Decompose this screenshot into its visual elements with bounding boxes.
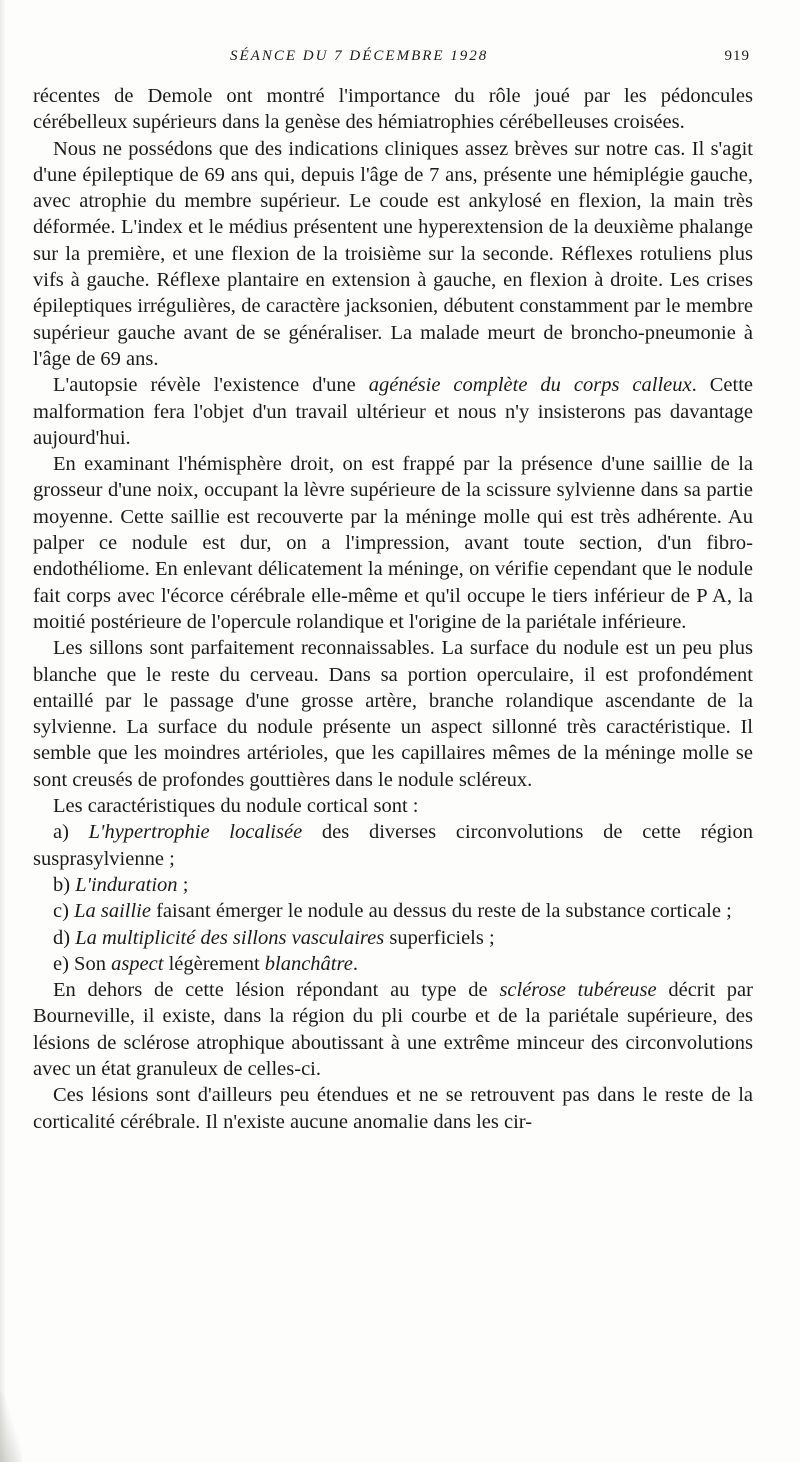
- list-prefix: b): [53, 873, 76, 896]
- paragraph-lesions: Ces lésions sont d'ailleurs peu étendues et ne se retrouvent pas dans le reste de la corticalité cérébrale. Il n'existe aucune anomalie dans les cir-: [33, 1084, 753, 1133]
- list-text: ;: [177, 873, 189, 896]
- paragraph-sulci: Les sillons sont parfaitement reconnaissables. La surface du nodule est un peu plus blanche que le reste du cerveau. Dans sa portion operculaire, il est profondément entaillé par le passage d'une grosse artère, branche rolandique ascendante de la sylvienne. La surface du nodule présente un aspect sillonné très caractéristique. Il semble que les moindres artérioles, que les capillaires mêmes de la méninge molle se sont creusés de profondes gouttières dans le nodule scléreux.: [33, 637, 753, 791]
- list-emphasis: blanchâtre: [264, 952, 353, 975]
- list-text: superficiels ;: [384, 926, 495, 949]
- list-emphasis: La multiplicité des sillons vasculaires: [75, 926, 385, 949]
- paragraph-characteristics: Les caractéristiques du nodule cortical sont :: [53, 795, 419, 818]
- list-emphasis: La saillie: [74, 900, 151, 923]
- list-text: légèrement: [163, 952, 265, 975]
- page-edge-shadow: [0, 0, 6, 1462]
- paragraph-continuation: récentes de Demole ont montré l'importance du rôle joué par les pédoncules cérébelleux supérieurs dans la genèse des hémiatrophies cérébelleuses croisées.: [33, 85, 753, 134]
- list-item-b: [33, 872, 753, 898]
- list-item-c: [33, 898, 753, 924]
- paragraph-hemisphere: En examinant l'hémisphère droit, on est frappé par la présence d'une saillie de la grosseur d'une noix, occupant la lèvre supérieure de la scissure sylvienne dans sa partie moyenne. Cette saillie est recouverte par la méninge molle qui est très adhérente. Au palper ce nodule est dur, on a l'impression, avant toute section, d'un fibro-endothéliome. En enlevant délicatement la méninge, on vérifie cependant que le nodule fait corps avec l'écorce cérébrale elle-même et qu'il occupe le tiers inférieur de P A, la moitié postérieure de l'opercule rolandique et l'origine de la pariétale inférieure.: [33, 453, 753, 633]
- list-text: des diverses circonvolutions de cette région susprasylvienne ;: [33, 821, 753, 870]
- list-item-e: [33, 951, 753, 977]
- running-head: [0, 48, 800, 72]
- list-item-a: [33, 819, 753, 872]
- paragraph-clinical: Nous ne possédons que des indications cliniques assez brèves sur notre cas. Il s'agit d'une épileptique de 69 ans qui, depuis l'âge de 7 ans, présente une hémiplégie gauche, avec atrophie du membre supérieur. Le coude est ankylosé en flexion, la main très déformée. L'index et le médius présentent une hyperextension de la deuxième phalange sur la première, et une flexion de la troisième sur la seconde. Réflexes rotuliens plus vifs à gauche. Réflexe plantaire en extension à gauche, en flexion à droite. Les crises épileptiques irrégulières, de caractère jacksonien, débutent constamment par le membre supérieur gauche avant de se généraliser. La malade meurt de broncho-pneumonie à l'âge de 69 ans.: [33, 137, 753, 370]
- page-number: 919: [724, 48, 750, 64]
- paragraph-text: L'autopsie révèle l'existence d'une: [53, 374, 369, 397]
- paragraph-text: En dehors de cette lésion répondant au type de: [53, 979, 500, 1002]
- list-prefix: a): [53, 821, 89, 844]
- list-prefix: c): [53, 900, 75, 923]
- page-corner-shadow: [0, 1392, 22, 1462]
- list-prefix: d): [53, 926, 76, 949]
- list-emphasis: aspect: [111, 952, 164, 975]
- list-emphasis: L'hypertrophie localisée: [88, 821, 303, 844]
- running-title: SÉANCE DU 7 DÉCEMBRE 1928: [230, 48, 489, 64]
- emphasis-text: agénésie complète du corps calleux: [368, 374, 692, 397]
- paragraph-text: . Cette malformation fera l'objet d'un travail ultérieur et nous n'y insisterons pas davantage aujourd'hui.: [33, 374, 753, 449]
- list-prefix: e) Son: [53, 952, 112, 975]
- list-emphasis: L'induration: [75, 873, 178, 896]
- emphasis-text: sclérose tubéreuse: [499, 979, 657, 1002]
- list-item-d: [33, 925, 753, 951]
- body-text: [33, 83, 753, 1135]
- list-text: .: [352, 952, 358, 975]
- paragraph-autopsy: [33, 372, 753, 451]
- paragraph-text: décrit par Bourneville, il existe, dans la région du pli courbe et de la pariétale supérieure, des lésions de sclérose atrophique aboutissant à une extrême minceur des circonvolutions avec un état granuleux de celles-ci.: [33, 979, 753, 1080]
- paragraph-sclerosis: [33, 977, 753, 1082]
- list-text: faisant émerger le nodule au dessus du reste de la substance corticale ;: [150, 900, 732, 923]
